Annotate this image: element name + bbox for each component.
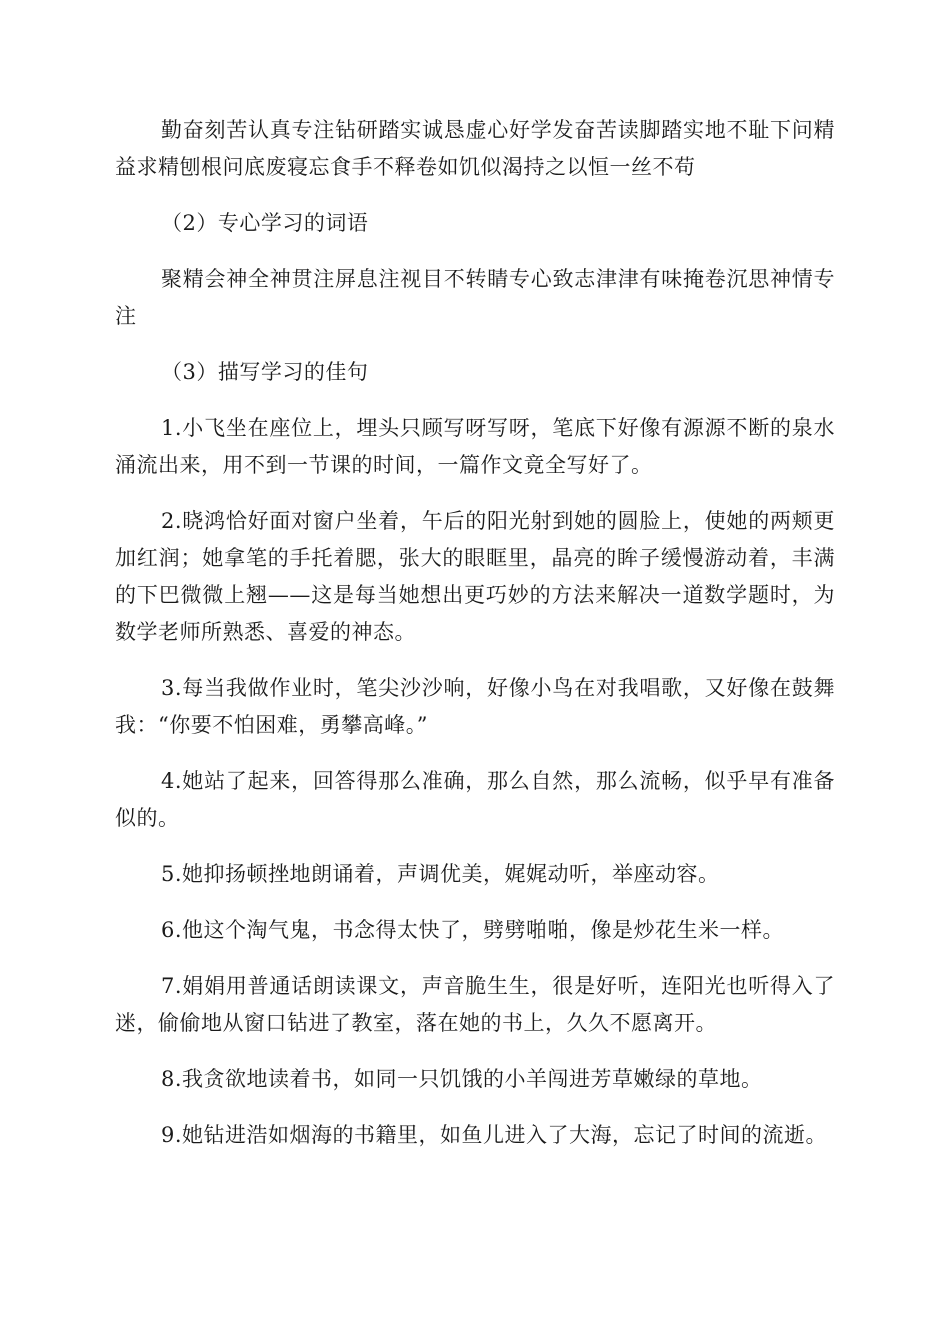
document-body [115, 112, 835, 1173]
sentence-item-5: 5.她抑扬顿挫地朗诵着，声调优美，娓娓动听，举座动容。 [161, 862, 720, 886]
sentence-item-3: 3.每当我做作业时，笔尖沙沙响，好像小鸟在对我唱歌，又好像在鼓舞我：“你要不怕困难，勇攀高峰。” [115, 676, 835, 737]
section-heading-study-sentences: （3）描写学习的佳句 [161, 360, 369, 384]
sentence-item-4: 4.她站了起来，回答得那么准确，那么自然，那么流畅，似乎早有准备似的。 [115, 769, 835, 830]
sentence-item-7: 7.娟娟用普通话朗读课文，声音脆生生，很是好听，连阳光也听得入了迷，偷偷地从窗口钻进了教室，落在她的书上，久久不愿离开。 [115, 974, 835, 1035]
paragraph-focus-words: 聚精会神全神贯注屏息注视目不转睛专心致志津津有味掩卷沉思神情专注 [115, 267, 835, 328]
sentence-item-8: 8.我贪欲地读着书，如同一只饥饿的小羊闯进芳草嫩绿的草地。 [161, 1067, 763, 1091]
sentence-item-6: 6.他这个淘气鬼，书念得太快了，劈劈啪啪，像是炒花生米一样。 [161, 918, 785, 942]
section-heading-focus-words: （2）专心学习的词语 [161, 211, 369, 235]
sentence-item-2: 2.晓鸿恰好面对窗户坐着，午后的阳光射到她的圆脸上，使她的两颊更加红润；她拿笔的手托着腮，张大的眼眶里，晶亮的眸子缓慢游动着，丰满的下巴微微上翘——这是每当她想出更巧妙的方法来解决一道数学题时，为数学老师所熟悉、喜爱的神态。 [115, 509, 835, 644]
sentence-item-9: 9.她钻进浩如烟海的书籍里，如鱼儿进入了大海，忘记了时间的流逝。 [161, 1123, 828, 1147]
paragraph-study-words: 勤奋刻苦认真专注钻研踏实诚恳虚心好学发奋苦读脚踏实地不耻下问精益求精刨根问底废寝忘食手不释卷如饥似渴持之以恒一丝不苟 [115, 118, 835, 179]
sentence-item-1: 1.小飞坐在座位上，埋头只顾写呀写呀，笔底下好像有源源不断的泉水涌流出来，用不到一节课的时间，一篇作文竟全写好了。 [115, 416, 835, 477]
